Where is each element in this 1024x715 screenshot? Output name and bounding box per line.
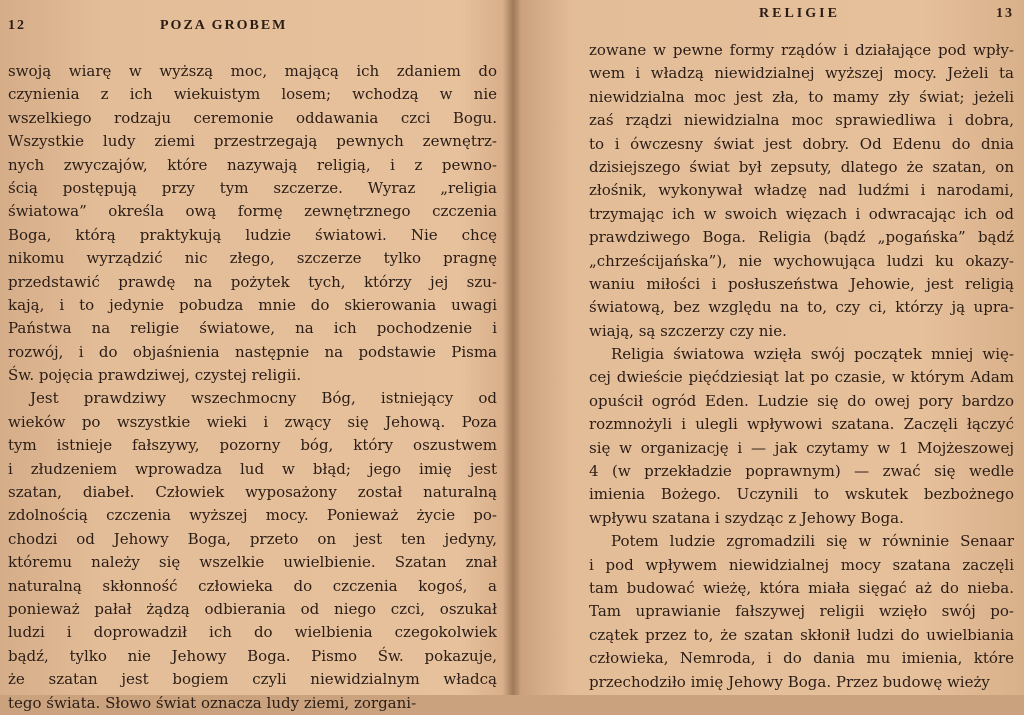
text-line: tym istnieje fałszywy, pozorny bóg, który oszustwem [8,436,497,455]
text-line: Religia światowa wzięła swój początek mniej wię- [611,345,1014,364]
left-page-header [0,18,503,42]
text-line: się w organizację i — jak czytamy w 1 Mojżeszowej [589,438,1014,457]
text-line: że szatan jest bogiem czyli niewidzialnym władcą [8,670,497,689]
text-line: rozwój, i do objaśnienia następnie na podstawie Pisma [8,342,497,361]
text-line: dzisiejszego świat był zepsuty, dlatego że szatan, on [589,157,1014,176]
book-gutter [503,0,521,695]
left-running-title: POZA GROBEM [160,18,288,33]
text-line: tam budować wieżę, która miała sięgać aż do nieba. [589,578,1014,597]
right-page-number: 13 [996,6,1014,21]
text-line: czynienia z ich wiekuistym losem; wchodzą w nie [8,85,497,104]
text-line: tego świata. Słowo świat oznacza ludy ziemi, zorgani- [8,693,417,712]
text-line: zdolnością czczenia wyższej mocy. Ponieważ życie po- [8,506,497,525]
text-line: chodzi od Jehowy Boga, przeto on jest ten jedyny, [8,529,497,548]
text-line: Potem ludzie zgromadzili się w równinie Senaar [611,532,1014,551]
text-line: Wszystkie ludy ziemi przestrzegają pewnych zewnętrz- [8,132,497,151]
text-line: któremu należy się wszelkie uwielbienie. Szatan znał [8,553,497,572]
text-line: światowa” określa ową formę zewnętrznego czczenia [8,202,497,221]
text-line: niewidzialna moc jest zła, to mamy zły świat; jeżeli [589,87,1014,106]
text-line: ludzi i doprowadził ich do wielbienia czegokolwiek [8,623,497,642]
text-line: ponieważ pałał żądzą odbierania od niego czci, oszukał [8,599,497,618]
text-line: wpływu szatana i szydząc z Jehowy Boga. [589,508,904,527]
text-line: zowane w pewne formy rządów i działające pod wpły- [589,41,1014,59]
text-line: naturalną skłonność człowieka do czczenia kogoś, a [8,576,497,595]
text-line: czątek przez to, że szatan skłonił ludzi do uwielbiania [589,625,1014,644]
left-page [0,0,503,712]
right-page-text [589,39,1014,694]
text-line: Jest prawdziwy wszechmocny Bóg, istniejący od [30,389,497,408]
text-line: wem i władzą niewidzialnej wyższej mocy. Jeżeli ta [589,64,1014,83]
text-line: to i ówczesny świat jest dobry. Od Edenu do dnia [589,134,1014,153]
text-line: nych zwyczajów, które nazywają religią, i z pewno- [8,155,497,174]
text-line: wiają, są szczerzy czy nie. [589,321,787,340]
text-line: Państwa na religie światowe, na ich pochodzenie i [8,319,497,338]
right-running-title: RELIGIE [759,6,840,21]
text-line: imienia Bożego. Uczynili to wskutek bezbożnego [589,485,1014,504]
text-line: swoją wiarę w wyższą moc, mającą ich zdaniem do [8,62,497,80]
text-line: wszelkiego rodzaju ceremonie oddawania czci Bogu. [8,108,497,127]
text-line: szatan, diabeł. Człowiek wyposażony został naturalną [8,483,497,502]
text-line: ścią postępują przy tym szczerze. Wyraz „religia [8,178,497,197]
text-line: opuścił ogród Eden. Ludzie się do owej pory bardzo [589,391,1014,410]
text-line: wieków po wszystkie wieki i zwący się Jehową. Poza [8,412,497,431]
text-line: nikomu wyrządzić nic złego, szczerze tylko pragnę [8,249,497,268]
text-line: bądź, tylko nie Jehowy Boga. Pismo Św. pokazuje, [8,646,497,665]
text-line: przechodziło imię Jehowy Boga. Przez budowę wieży [589,672,990,691]
right-page [521,0,1024,695]
text-line: Boga, którą praktykują ludzie światowi. Nie chcę [8,225,497,244]
text-line: człowieka, Nemroda, i do dania mu imienia, które [589,649,1014,668]
text-line: cej dwieście pięćdziesiąt lat po czasie, w którym Adam [589,368,1014,387]
text-line: światową, bez względu na to, czy ci, którzy ją upra- [589,298,1014,317]
text-line: Św. pojęcia prawdziwej, czystej religii. [8,366,302,385]
text-line: prawdziwego Boga. Religia (bądź „pogańska” bądź [589,228,1014,247]
text-line: złośnik, wykonywał władzę nad ludźmi i narodami, [589,181,1014,200]
text-line: zaś rządzi niewidzialna moc sprawiedliwa i dobra, [589,111,1014,130]
text-line: i złudzeniem wprowadza lud w błąd; jego imię jest [8,459,497,478]
text-line: trzymając ich w swoich więzach i odwracając ich od [589,204,1014,223]
text-line: Tam uprawianie fałszywej religii wzięło swój po- [589,602,1014,621]
left-page-number: 12 [8,18,26,33]
text-line: rozmnożyli i ulegli wpływowi szatana. Zaczęli łączyć [589,415,1014,434]
left-page-text [8,60,497,715]
text-line: kają, i to jedynie pobudza mnie do skierowania uwagi [8,295,497,314]
text-line: i pod wpływem niewidzialnej mocy szatana zaczęli [589,555,1014,574]
text-line: przedstawić prawdę na pożytek tych, którzy jej szu- [8,272,497,291]
text-line: 4 (w przekładzie poprawnym) — zwać się wedle [589,462,1014,481]
text-line: „chrześcijańska”), nie wychowująca ludzi ku okazy- [589,251,1014,270]
text-line: waniu miłości i posłuszeństwa Jehowie, jest religią [589,274,1014,293]
